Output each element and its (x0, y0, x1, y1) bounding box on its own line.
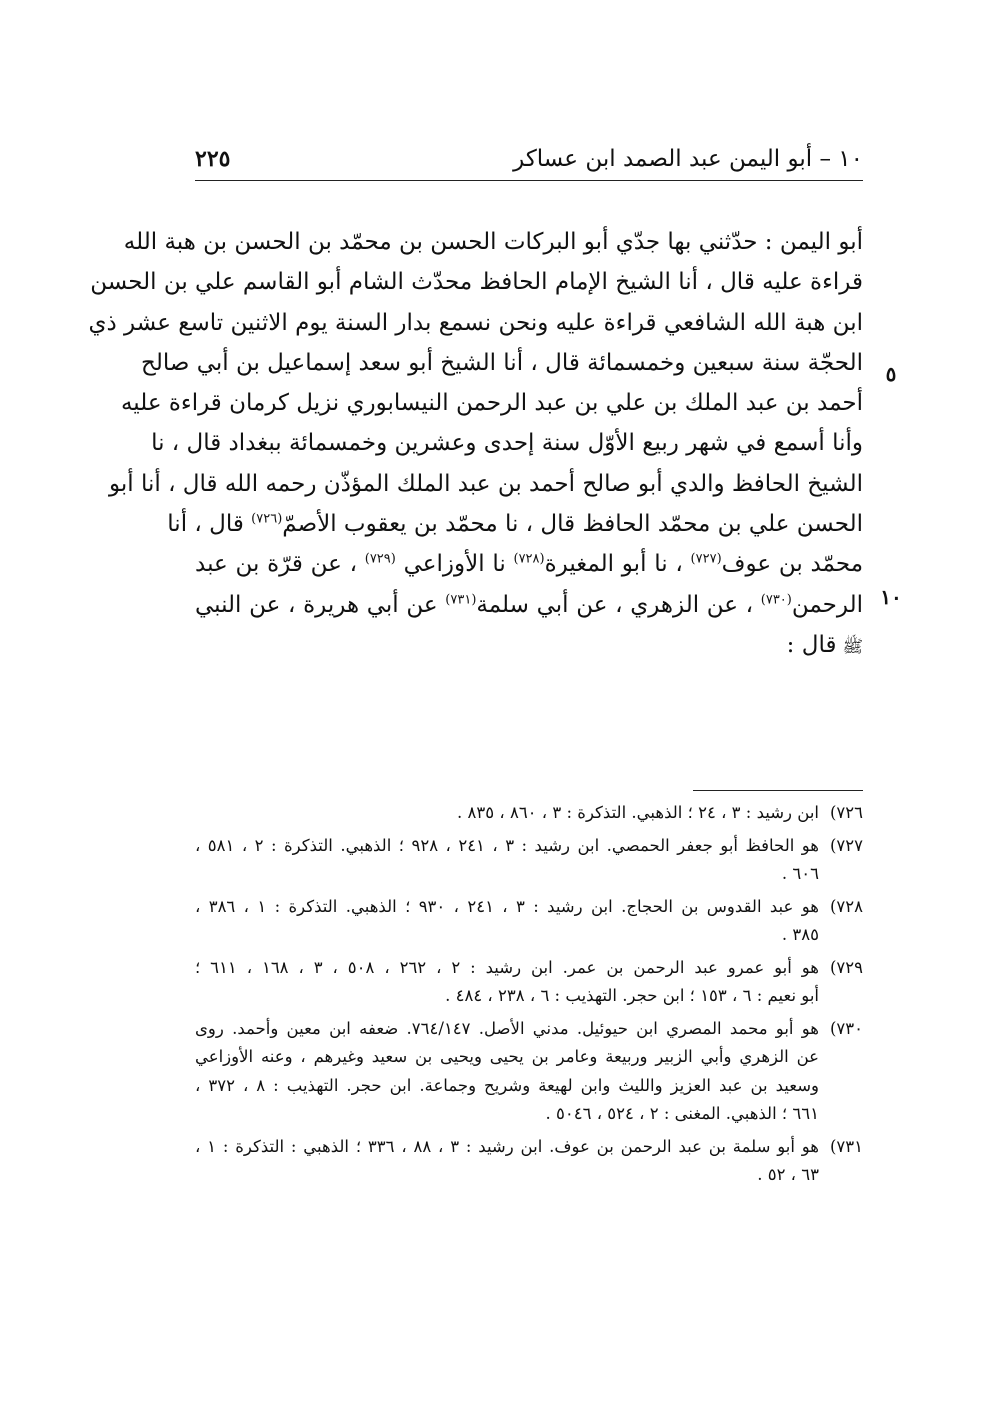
text-line (195, 544, 863, 584)
text-line (195, 585, 863, 625)
footnote (195, 799, 863, 828)
page-number: ٢٢٥ (195, 146, 231, 172)
footnote-line: ٦٠٦ . (781, 864, 819, 883)
footnote-body (195, 954, 819, 1011)
footnotes (195, 799, 863, 1194)
text-line: الشيخ الحافظ والدي أبو صالح أحمد بن عبد الملك المؤذّن رحمه الله قال ، أنا أبو (108, 470, 863, 497)
footnote-ref: (٧٢٨) (513, 551, 545, 567)
footnote-number: ٧٢٦) (829, 803, 863, 822)
footnote-line: أبو نعيم : ٦ ، ١٥٣ ؛ ابن حجر. التهذيب : ٦ ، ٢٣٨ ، ٤٨٤ . (445, 986, 819, 1005)
footnote (195, 954, 863, 1011)
line-number-10: ١٠ (880, 585, 902, 609)
footnote-line: ابن رشيد : ٣ ، ٢٤ ؛ الذهبي. التذكرة : ٣ ، ٨٦٠ ، ٨٣٥ . (457, 803, 819, 822)
text-segment: نا الأوزاعي (395, 551, 514, 578)
footnote (195, 832, 863, 889)
footnote-ref: (٧٢٦) (251, 511, 283, 527)
main-text (88, 222, 864, 665)
footnote (195, 1015, 863, 1129)
footnote-line: ٦٦١ ؛ الذهبي. المغنى : ٢ ، ٥٢٤ ، ٥٠٤٦ . (545, 1104, 819, 1123)
footnote-line: وسعيد بن عبد العزيز والليث وابن لهيعة وشريح وجماعة. ابن حجر. التهذيب : ٨ ، ٣٧٢ ، (195, 1075, 820, 1095)
footnote-number: ٧٣١) (829, 1136, 863, 1156)
footnote-line: هو الحافظ أبو جعفر الحمصي. ابن رشيد : ٣ ، ٢٤١ ، ٩٢٨ ؛ الذهبي. التذكرة : ٢ ، ٥٨١ ، (195, 835, 819, 855)
footnote-line: هو أبو عمرو عبد الرحمن بن عمر. ابن رشيد : ٢ ، ٢٦٢ ، ٥٠٨ ، ٣ ، ١٦٨ ، ٦١١ ؛ (195, 957, 819, 977)
footnote-body (195, 1133, 819, 1190)
footnote-body (195, 1015, 819, 1129)
footnote-line: ٣٨٥ . (781, 925, 819, 944)
footnote-line: هو عبد القدوس بن الحجاج. ابن رشيد : ٣ ، ٢٤١ ، ٩٣٠ ؛ الذهبي. التذكرة : ١ ، ٣٨٦ ، (195, 896, 819, 916)
text-line: ابن هبة الله الشافعي قراءة عليه ونحن نسمع بدار السنة يوم الاثنين تاسع عشر ذي (88, 309, 863, 336)
text-segment: ، عن قرّة بن عبد (195, 551, 365, 578)
text-segment: محمّد بن عوف (721, 551, 864, 578)
footnote-line: عن الزهري وأبي الزبير وربيعة وعامر بن يحيى ويحيى بن سعيد وغيرهم ، وعنه الأوزاعي (195, 1047, 819, 1066)
text-line: أبو اليمن : حدّثني بها جدّي أبو البركات الحسن بن محمّد بن الحسن بن هبة الله (123, 229, 863, 255)
footnote-body (195, 832, 819, 889)
footnote-line: هو أبو محمد المصري ابن حيوئيل. مدني الأصل. ٧٦٤/١٤٧. ضعفه ابن معين وأحمد. روى (195, 1018, 819, 1038)
footnote-number: ٧٣٠) (829, 1018, 863, 1038)
footnote-ref: (٧٣٠) (760, 592, 792, 608)
text-line: أحمد بن عبد الملك بن علي بن عبد الرحمن النيسابوري نزيل كرمان قراءة عليه (120, 390, 863, 417)
footnote-number: ٧٢٧) (829, 835, 863, 855)
text-line: وأنا أسمع في شهر ربيع الأوّل سنة إحدى وعشرين وخمسمائة ببغداد قال ، نا (151, 430, 863, 457)
text-line (167, 504, 863, 544)
text-segment: الحسن علي بن محمّد الحافظ قال ، نا محمّد بن يعقوب الأصمّ (282, 511, 863, 538)
footnote-ref: (٧٢٧) (690, 551, 722, 567)
footnote-ref: (٧٣١) (445, 592, 477, 608)
footnote-body (195, 893, 819, 950)
text-segment: عن أبي هريرة ، عن النبي (195, 591, 446, 618)
footnote-line: ٦٣ ، ٥٢ . (757, 1165, 819, 1184)
footnote-line: هو أبو سلمة بن عبد الرحمن بن عوف. ابن رشيد : ٣ ، ٨٨ ، ٣٣٦ ؛ الذهبي : التذكرة : ١ ، (195, 1136, 819, 1156)
footnote-body (195, 799, 819, 828)
text-segment: الرحمن (791, 591, 863, 618)
footnote-ref: (٧٢٩) (364, 551, 396, 567)
footnote (195, 1133, 863, 1190)
text-segment: قال ، أنا (167, 511, 252, 538)
running-head (195, 146, 863, 181)
text-segment: ، نا أبو المغيرة (544, 551, 691, 578)
text-segment: ، عن الزهري ، عن أبي سلمة (476, 591, 761, 618)
line-number-5: ٥ (885, 362, 897, 386)
text-line: قراءة عليه قال ، أنا الشيخ الإمام الحافظ محدّث الشام أبو القاسم علي بن الحسن (90, 269, 863, 296)
footnote-number: ٧٢٨) (829, 896, 863, 916)
chapter-title: ١٠ – أبو اليمن عبد الصمد ابن عساكر (513, 146, 863, 172)
footnote-separator (693, 790, 863, 791)
text-line: الحجّة سنة سبعين وخمسمائة قال ، أنا الشيخ أبو سعد إسماعيل بن أبي صالح (140, 349, 863, 376)
footnote (195, 893, 863, 950)
footnote-number: ٧٢٩) (829, 957, 863, 977)
text-segment: قال : (786, 631, 837, 658)
text-line (195, 625, 863, 665)
salla-ligature: ﷺ (842, 636, 863, 657)
